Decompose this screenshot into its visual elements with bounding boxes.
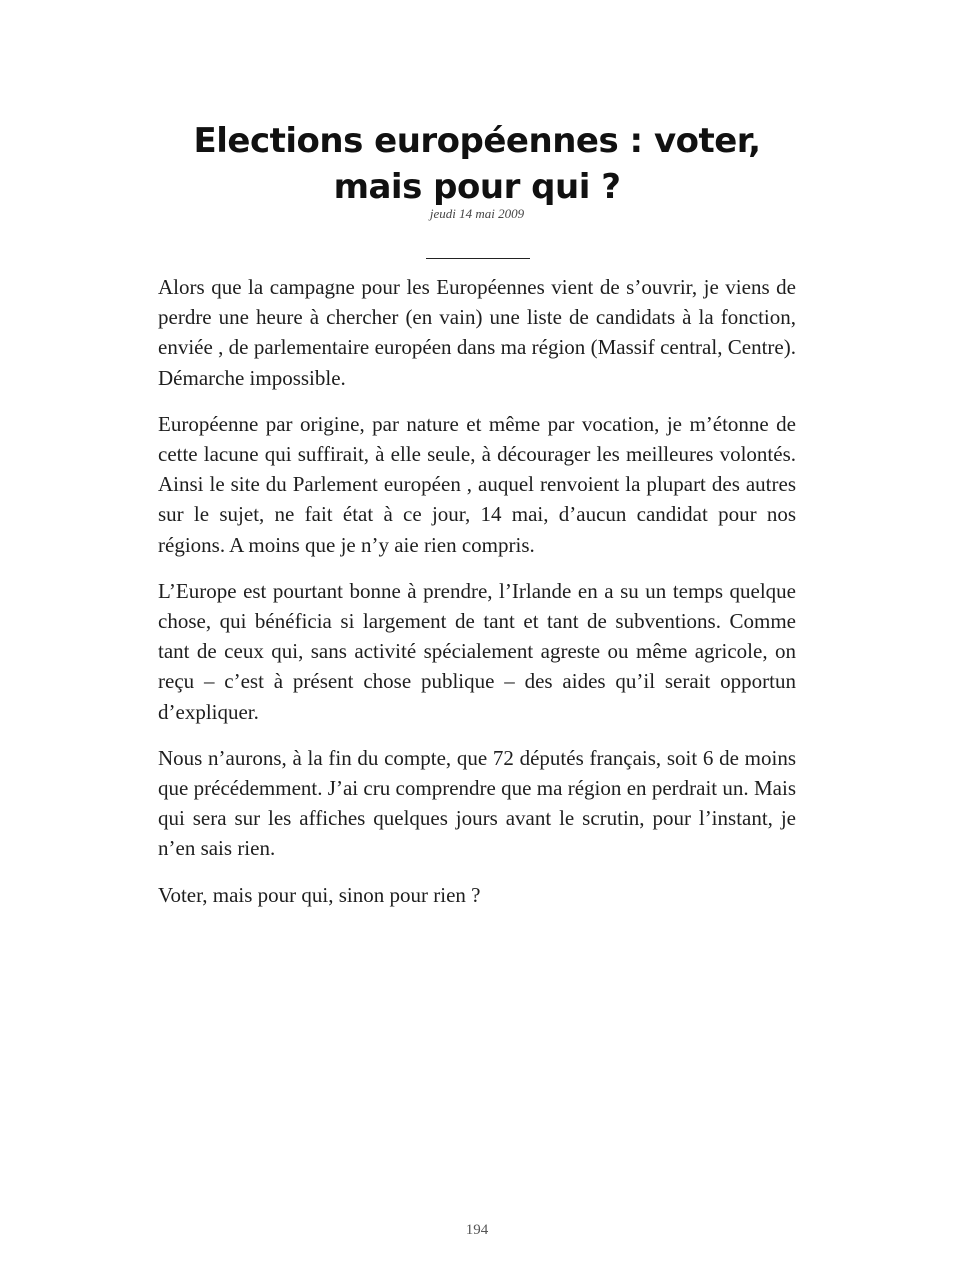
- paragraph: L’Europe est pourtant bonne à prendre, l’Irlande en a su un temps quelque chose, qui bénéficia si largement de tant et tant de subventions. Comme tant de ceux qui, sans activité spécialement agreste ou même agricole, on reçu – c’est à présent chose publique – des aides qu’il serait opportun d’expliquer.: [158, 578, 796, 724]
- paragraph: Européenne par origine, par nature et même par vocation, je m’étonne de cette lacune qui suffirait, à elle seule, à décourager les meilleures volontés. Ainsi le site du Parlement européen , auquel renvoient la plupart des autres sur le sujet, ne fait état à ce jour, 14 mai, d’aucun candidat pour nos régions. A moins que je n’y aie rien compris.: [158, 411, 796, 557]
- article-title: Elections européennes : voter, mais pour qui ?: [193, 121, 761, 207]
- paragraph: Nous n’aurons, à la fin du compte, que 72 députés français, soit 6 de moins que précédemment. J’ai cru comprendre que ma région en perdrait un. Mais qui sera sur les affiches quelques jours avant le scrutin, pour l’instant, je n’en sais rien.: [158, 745, 796, 861]
- title-divider: [426, 258, 530, 259]
- article-body: [158, 272, 796, 926]
- article-date: jeudi 14 mai 2009: [429, 206, 525, 221]
- page-number: 194: [465, 1222, 489, 1238]
- paragraph: Alors que la campagne pour les Européennes vient de s’ouvrir, je viens de perdre une heure à chercher (en vain) une liste de candidats à la fonction, enviée , de parlementaire européen dans ma région (Massif central, Centre). Démarche impossible.: [158, 275, 796, 390]
- paragraph: Voter, mais pour qui, sinon pour rien ?: [158, 882, 481, 907]
